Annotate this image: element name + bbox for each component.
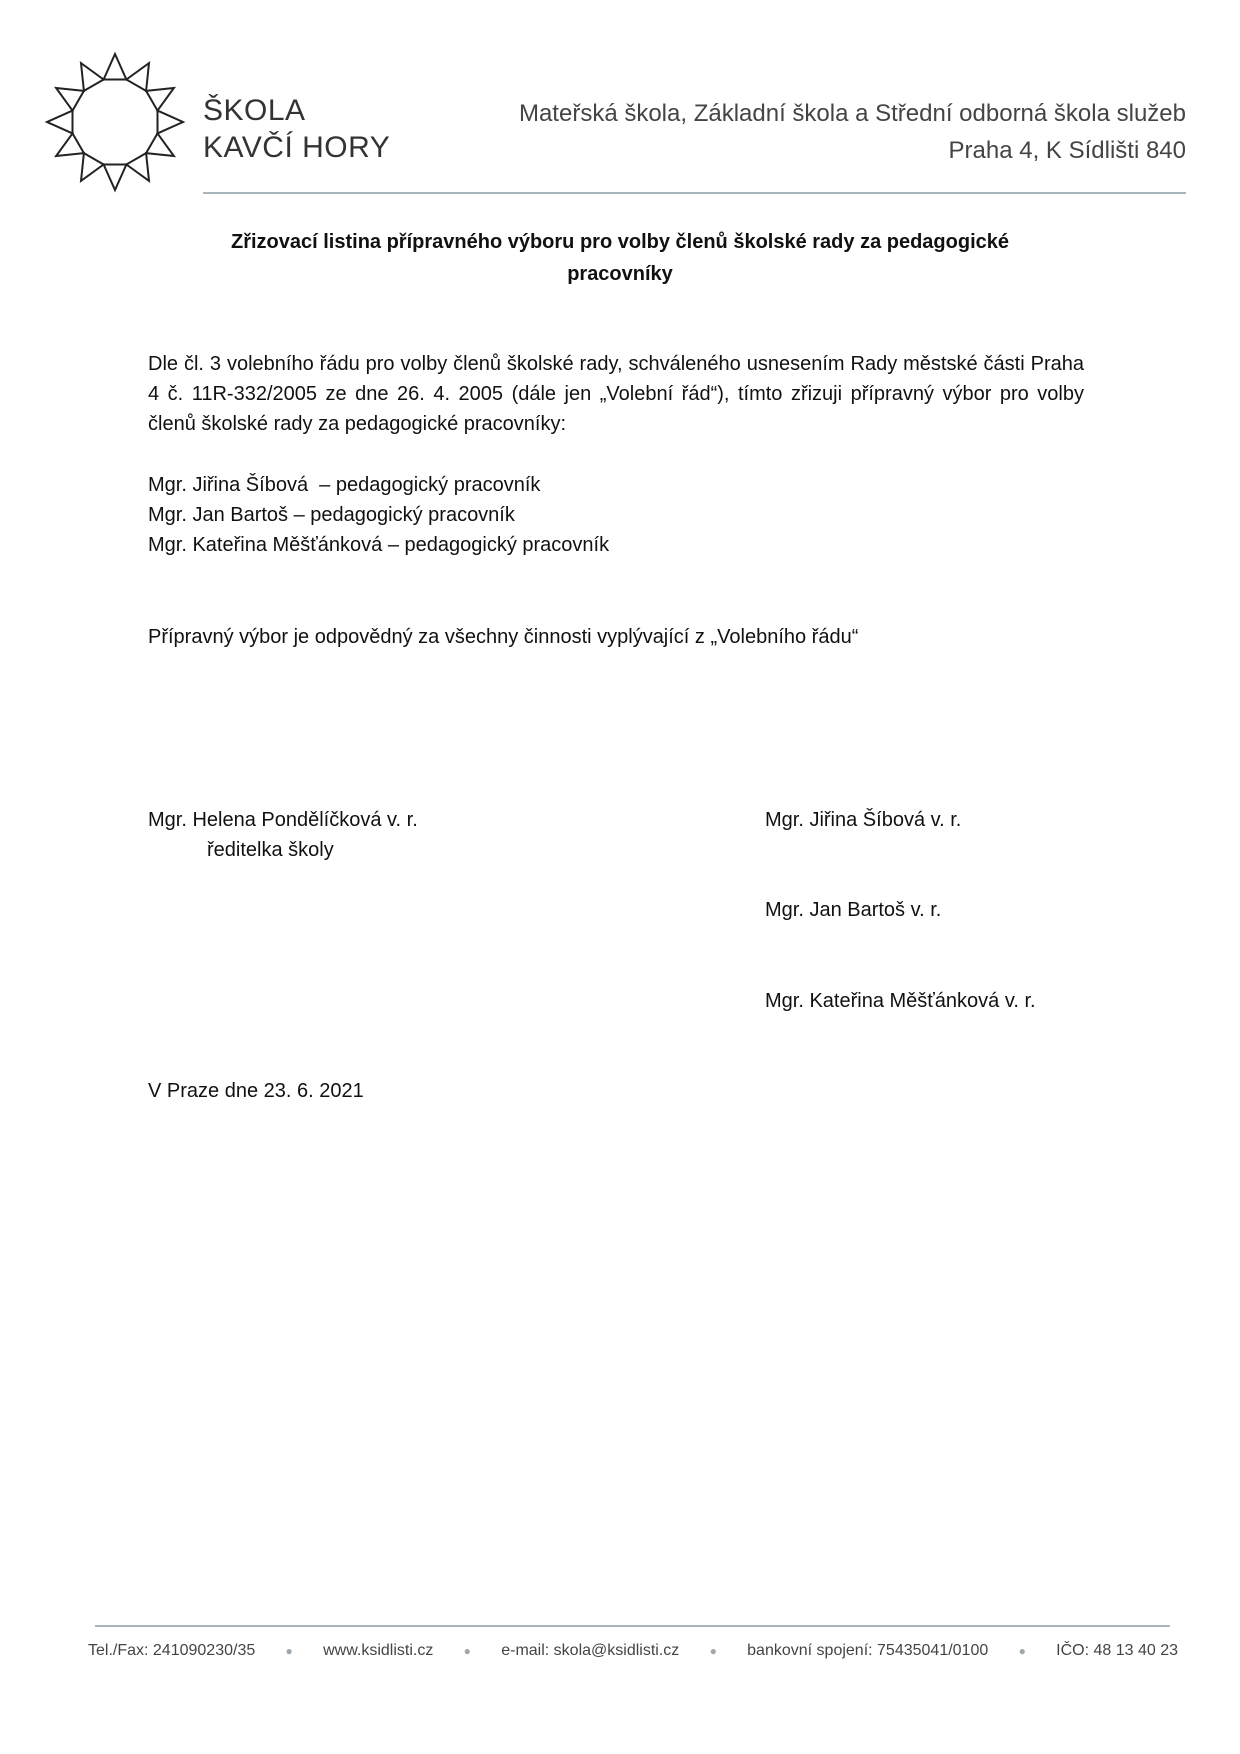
member-item: Mgr. Jiřina Šíbová – pedagogický pracovník [148, 474, 541, 496]
director-signature-block [148, 805, 418, 865]
document-title [150, 226, 1090, 290]
footer [88, 1642, 1178, 1660]
bullet-separator-icon: ● [1018, 1644, 1026, 1658]
school-name-line1: ŠKOLA [203, 94, 306, 127]
institution-block [519, 95, 1186, 169]
footer-email: e-mail: skola@ksidlisti.cz [501, 1642, 680, 1659]
intro-paragraph: Dle čl. 3 volebního řádu pro volby členů školské rady, schváleného usnesením Rady městské části Praha 4 č. 11R-332/2005 ze dne 26. 4. 2005 (dále jen „Volební řád“), tímto zřizuji přípravný výbor pro volby členů školské rady za pedagogické pracovníky: [148, 353, 1084, 435]
member-item: Mgr. Jan Bartoš – pedagogický pracovník [148, 504, 515, 526]
director-signature: Mgr. Helena Pondělíčková v. r. [148, 809, 418, 831]
footer-ico: IČO: 48 13 40 23 [1056, 1642, 1178, 1659]
member-signature: Mgr. Jiřina Šíbová v. r. [765, 809, 962, 831]
bullet-separator-icon: ● [709, 1644, 717, 1658]
responsibility-statement: Přípravný výbor je odpovědný za všechny činnosti vyplývající z „Volebního řádu“ [148, 626, 859, 648]
director-role: ředitelka školy [207, 839, 334, 861]
bullet-separator-icon: ● [285, 1644, 293, 1658]
document-title-line1: Zřizovací listina přípravného výboru pro volby členů školské rady za pedagogické [230, 231, 1010, 253]
school-name-line2: KAVČÍ HORY [203, 131, 391, 164]
header-divider [203, 192, 1186, 194]
school-name [203, 92, 390, 166]
member-item: Mgr. Kateřina Měšťánková – pedagogický pracovník [148, 534, 610, 556]
member-signature: Mgr. Kateřina Měšťánková v. r. [765, 990, 1036, 1012]
place-date: V Praze dne 23. 6. 2021 [148, 1080, 364, 1102]
bullet-separator-icon: ● [463, 1644, 471, 1658]
footer-web: www.ksidlisti.cz [323, 1642, 434, 1659]
member-list [148, 470, 609, 560]
footer-phone: Tel./Fax: 241090230/35 [88, 1642, 256, 1659]
institution-name: Mateřská škola, Základní škola a Střední odborná škola služeb [518, 100, 1186, 127]
institution-address: Praha 4, K Sídlišti 840 [948, 137, 1186, 164]
document-title-line2: pracovníky [567, 263, 673, 285]
footer-bank: bankovní spojení: 75435041/0100 [747, 1642, 989, 1659]
footer-divider [95, 1625, 1170, 1627]
member-signature: Mgr. Jan Bartoš v. r. [765, 899, 942, 921]
sun-star-logo-icon [44, 48, 186, 196]
